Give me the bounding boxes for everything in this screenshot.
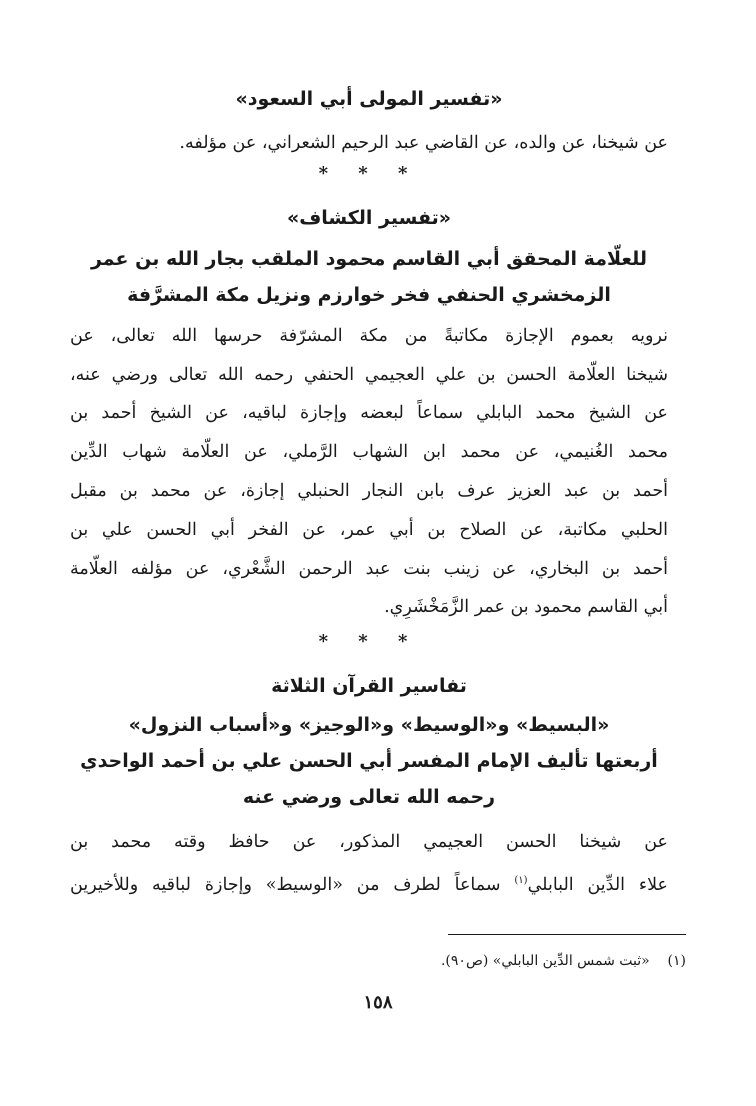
section1-chain: عن شيخنا، عن والده، عن القاضي عبد الرحيم الشعراني، عن مؤلفه. xyxy=(179,133,668,153)
section3-body-line2 xyxy=(70,862,668,905)
section3-subtitle: «البسيط» و«الوسيط» و«الوجيز» و«أسباب النزول» xyxy=(128,714,610,737)
footnote-reference[interactable]: (١) xyxy=(514,874,528,886)
section2-body-line: أحمد بن البخاري، عن زينب بنت عبد الرحمن الشَّعْري، عن مؤلفه العلّامة xyxy=(70,558,668,579)
section2-body-line: شيخنا العلّامة الحسن بن علي العجيمي الحنفي رحمه الله تعالى ورضي عنه، xyxy=(70,364,668,385)
section1-title: «تفسير المولى أبي السعود» xyxy=(235,88,503,110)
section2-body-line: أبي القاسم محمود بن عمر الزَّمَخْشَرِي. xyxy=(384,597,668,618)
section2-body-line: الحلبي مكاتبة، عن الصلاح بن أبي عمر، عن الفخر أبي الحسن علي بن xyxy=(70,519,668,540)
page-number: ١٥٨ xyxy=(363,992,393,1013)
section2-body-line: أحمد بن عبد العزيز عرف بابن النجار الحنبلي إجازة، عن محمد بن مقبل xyxy=(70,480,668,501)
separator-1: * * * xyxy=(318,162,420,184)
section2-author-line1: للعلّامة المحقق أبي القاسم محمود الملقب بجار الله بن عمر xyxy=(90,247,648,270)
section3-body-line2-part1: علاء الدِّين البابلي xyxy=(527,874,669,895)
footnote-marker: (١) xyxy=(667,953,686,969)
page-content xyxy=(70,0,668,905)
section3-body-line2-part2: سماعاً لطرف من «الوسيط» وإجازة لباقيه وللأخيرين xyxy=(70,874,515,895)
footnote xyxy=(441,950,686,972)
section3-title: تفاسير القرآن الثلاثة xyxy=(271,675,467,698)
section2-body-line: نرويه بعموم الإجازة مكاتبةً من مكة المشرّفة حرسها الله تعالى، عن xyxy=(70,325,668,346)
section3-author-line1: أربعتها تأليف الإمام المفسر أبي الحسن علي بن أحمد الواحدي xyxy=(80,750,658,773)
section2-body-line: عن الشيخ محمد البابلي سماعاً لبعضه وإجازة لباقيه، عن الشيخ أحمد بن xyxy=(70,403,668,424)
section2-body-line: محمد الغُنيمي، عن محمد ابن الشهاب الرَّملي، عن العلّامة شهاب الدِّين xyxy=(70,442,668,463)
section2-author-line2: الزمخشري الحنفي فخر خوارزم ونزيل مكة المشرَّفة xyxy=(127,283,611,306)
section3-author-line2: رحمه الله تعالى ورضي عنه xyxy=(242,786,496,809)
section2-title: «تفسير الكشاف» xyxy=(286,206,452,229)
footnote-divider xyxy=(448,934,686,935)
footnote-text: «ثبت شمس الدِّين البابلي» (ص٩٠). xyxy=(440,953,650,969)
section3-body-line1: عن شيخنا الحسن العجيمي المذكور، عن حافظ وقته محمد بن xyxy=(70,832,668,853)
separator-2: * * * xyxy=(318,631,420,653)
